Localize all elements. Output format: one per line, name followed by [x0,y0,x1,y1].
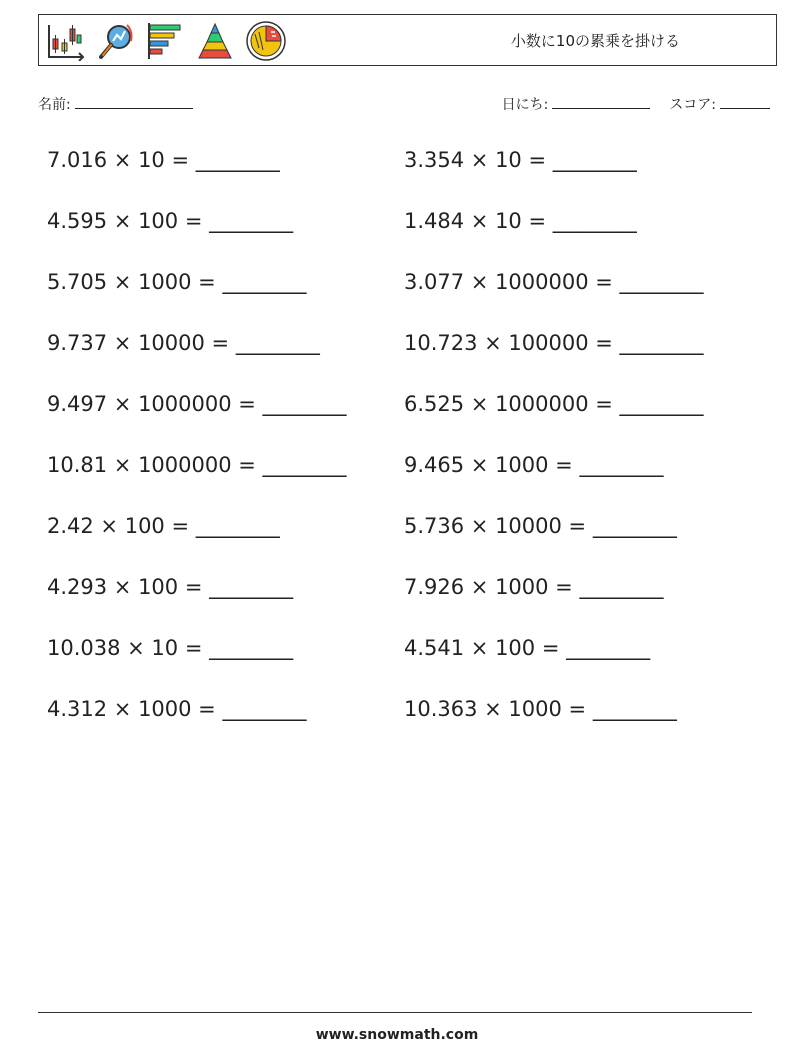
answer-blank[interactable]: ________ [592,514,677,538]
problem-text: 2.42 × 100 = [47,514,196,538]
answer-blank[interactable]: ________ [209,209,294,233]
score-label: スコア: [669,97,716,113]
magnifier-chart-icon [95,21,135,61]
answer-blank[interactable]: ________ [566,636,651,660]
problem-text: 9.465 × 1000 = [404,453,580,477]
problem-text: 7.016 × 10 = [47,148,196,172]
problem-text: 1.484 × 10 = [404,209,553,233]
problem-item [47,689,306,729]
answer-blank[interactable]: ________ [235,331,320,355]
problem-text: 10.81 × 1000000 = [47,453,263,477]
problem-text: 3.354 × 10 = [404,148,553,172]
problem-item [47,445,347,485]
answer-blank[interactable]: ________ [579,575,664,599]
worksheet-title: 小数に10の累乗を掛ける [510,32,680,50]
answer-blank[interactable]: ________ [619,270,704,294]
answer-blank[interactable]: ________ [222,697,307,721]
bar-list-icon [145,21,185,61]
problem-text: 4.293 × 100 = [47,575,210,599]
problem-item [404,323,704,363]
problem-item [404,445,663,485]
answer-blank[interactable]: ________ [209,575,294,599]
problem-text: 9.497 × 1000000 = [47,392,263,416]
answer-blank[interactable]: ________ [209,636,294,660]
problem-text: 10.723 × 100000 = [404,331,620,355]
problem-text: 4.312 × 1000 = [47,697,223,721]
problem-item [404,506,677,546]
date-score-fields [502,94,770,114]
problem-item [404,262,704,302]
name-field [38,94,193,114]
answer-blank[interactable]: ________ [619,392,704,416]
worksheet-header [38,14,777,66]
problem-text: 6.525 × 1000000 = [404,392,620,416]
problem-item [404,567,663,607]
pie-chart-icon [245,20,287,62]
problem-item [404,384,704,424]
problem-item [47,140,280,180]
problem-text: 4.595 × 100 = [47,209,210,233]
problem-item [47,567,293,607]
answer-blank[interactable]: ________ [619,331,704,355]
problem-item [404,201,637,241]
footer-divider [38,1012,752,1013]
problem-item [47,201,293,241]
answer-blank[interactable]: ________ [552,148,637,172]
problem-item [47,384,347,424]
score-blank[interactable] [720,94,770,109]
problem-item [47,262,306,302]
header-icons [45,21,297,61]
problem-text: 10.363 × 1000 = [404,697,593,721]
answer-blank[interactable]: ________ [195,148,280,172]
problem-text: 7.926 × 1000 = [404,575,580,599]
problem-item [47,506,280,546]
problem-text: 5.705 × 1000 = [47,270,223,294]
answer-blank[interactable]: ________ [262,453,347,477]
answer-blank[interactable]: ________ [579,453,664,477]
problem-item [404,140,637,180]
date-blank[interactable] [552,94,650,109]
name-blank[interactable] [75,94,193,109]
problem-item [47,323,320,363]
problem-text: 3.077 × 1000000 = [404,270,620,294]
problem-text: 9.737 × 10000 = [47,331,236,355]
candlestick-chart-icon [45,21,85,61]
answer-blank[interactable]: ________ [195,514,280,538]
answer-blank[interactable]: ________ [592,697,677,721]
problem-item [404,628,650,668]
problem-text: 4.541 × 100 = [404,636,567,660]
problem-item [47,628,293,668]
problem-text: 5.736 × 10000 = [404,514,593,538]
answer-blank[interactable]: ________ [552,209,637,233]
name-label: 名前: [38,97,71,113]
problem-item [404,689,677,729]
problem-text: 10.038 × 10 = [47,636,210,660]
footer-url: www.snowmath.com [315,1027,479,1043]
date-label: 日にち: [501,97,549,113]
pyramid-icon [195,21,235,61]
answer-blank[interactable]: ________ [222,270,307,294]
answer-blank[interactable]: ________ [262,392,347,416]
